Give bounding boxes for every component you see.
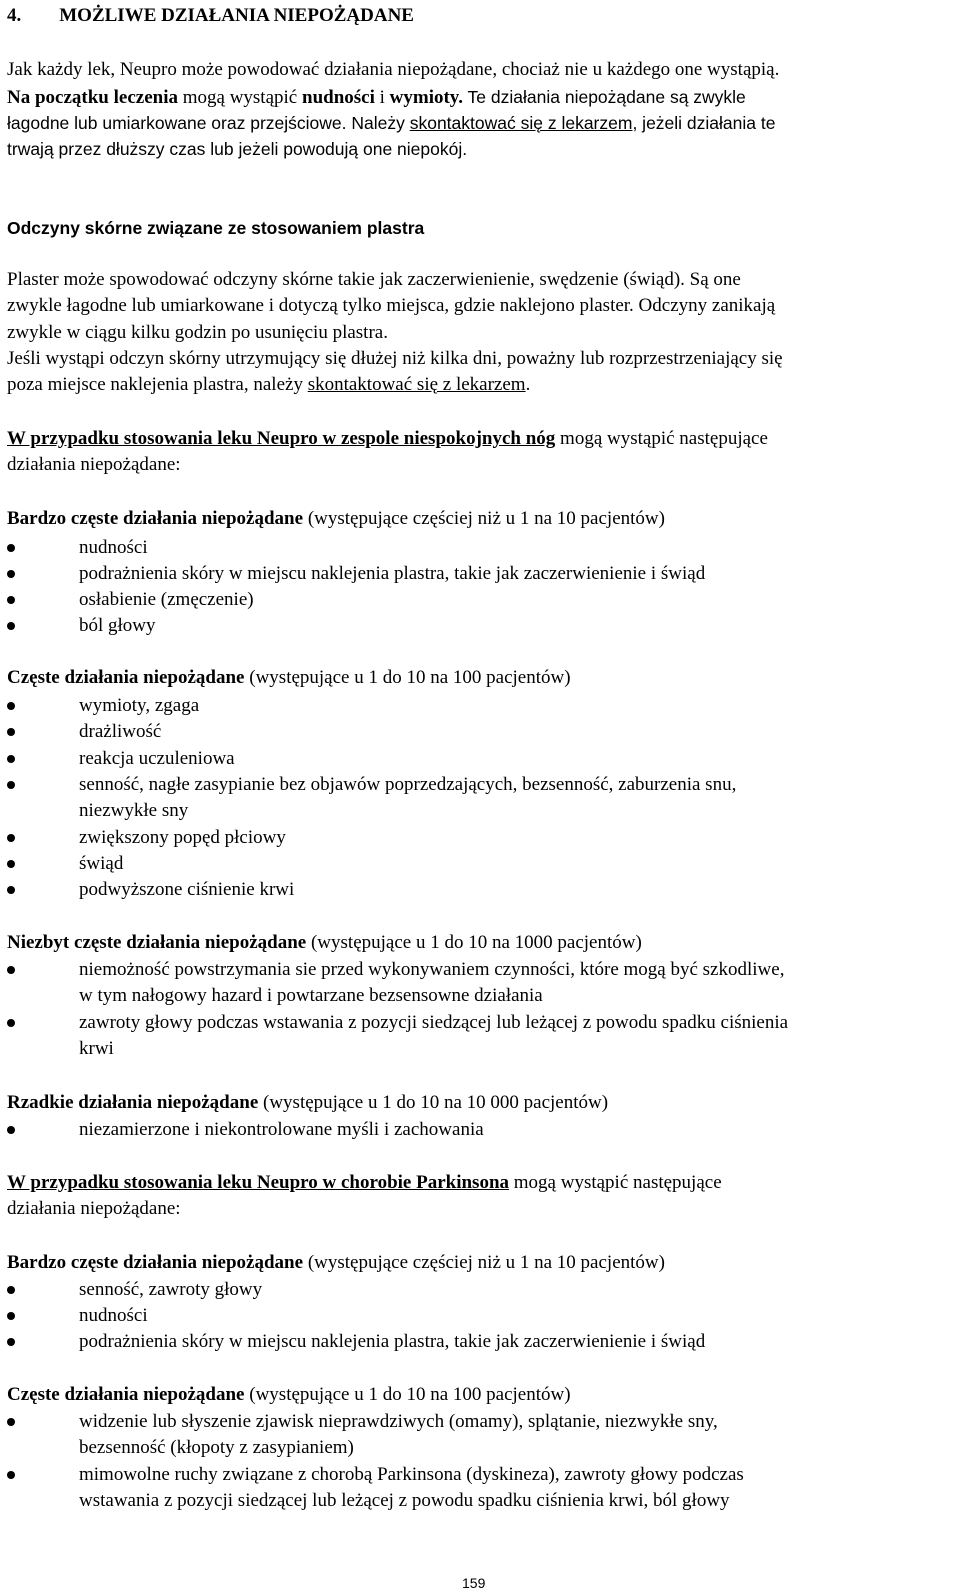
section-title: MOŻLIWE DZIAŁANIA NIEPOŻĄDANE: [59, 5, 414, 26]
bullet-icon: [7, 1418, 15, 1426]
skin-line-2: zwykle łagodne lub umiarkowane i dotyczą tylko miejsca, gdzie naklejono plaster. Odczyny zanikają: [7, 295, 776, 316]
bullet-icon: [7, 1019, 15, 1027]
bullet-icon: [7, 1338, 15, 1346]
list-item: senność, zawroty głowy: [79, 1279, 263, 1300]
list-item: reakcja uczuleniowa: [79, 748, 235, 769]
bullet-icon: [7, 834, 15, 842]
start-line-1: Na początku leczenia mogą wystąpić nudności i wymioty. Te działania niepożądane są zwykle: [7, 87, 746, 108]
list-item: niemożność powstrzymania sie przed wykonywaniem czynności, które mogą być szkodliwe,: [79, 959, 785, 980]
pd-heading-line-2: działania niepożądane:: [7, 1198, 181, 1219]
skin-line-4: Jeśli wystąpi odczyn skórny utrzymujący się dłużej niż kilka dni, poważny lub rozprzestrzeniający się: [7, 348, 783, 369]
list-item: podrażnienia skóry w miejscu naklejenia plastra, takie jak zaczerwienienie i świąd: [79, 1331, 706, 1352]
bullet-icon: [7, 1286, 15, 1294]
skin-line-1: Plaster może spowodować odczyny skórne takie jak zaczerwienienie, swędzenie (świąd). Są one: [7, 269, 741, 290]
bullet-icon: [7, 702, 15, 710]
bullet-icon: [7, 728, 15, 736]
bullet-icon: [7, 1126, 15, 1134]
contact-doctor-link: skontaktować się z lekarzem: [409, 113, 633, 133]
intro-text: Jak każdy lek, Neupro może powodować działania niepożądane, chociaż nie u każdego one wystąpią.: [7, 59, 780, 80]
list-item: widzenie lub słyszenie zjawisk nieprawdziwych (omamy), splątanie, niezwykłe sny,: [79, 1411, 718, 1432]
bullet-icon: [7, 1312, 15, 1320]
section-heading: [7, 4, 414, 28]
rls-uncommon-heading: Niezbyt częste działania niepożądane (występujące u 1 do 10 na 1000 pacjentów): [7, 932, 642, 953]
bullet-icon: [7, 1471, 15, 1479]
skin-contact-doctor-link: skontaktować się z lekarzem: [307, 374, 526, 395]
list-item: podrażnienia skóry w miejscu naklejenia plastra, takie jak zaczerwienienie i świąd: [79, 563, 706, 584]
list-item: nudności: [79, 537, 148, 558]
bullet-icon: [7, 781, 15, 789]
pd-heading: W przypadku stosowania leku Neupro w chorobie Parkinsona mogą wystąpić następujące: [7, 1172, 722, 1193]
bullet-icon: [7, 860, 15, 868]
list-item: świąd: [79, 853, 124, 874]
list-item-continuation: wstawania z pozycji siedzącej lub leżącej z powodu spadku ciśnienia krwi, ból głowy: [79, 1490, 730, 1511]
start-line-2: łagodne lub umiarkowane oraz przejściowe. Należy skontaktować się z lekarzem, jeżeli działania te: [7, 113, 776, 133]
pd-very-common-heading: Bardzo częste działania niepożądane (występujące częściej niż u 1 na 10 pacjentów): [7, 1252, 665, 1273]
list-item: niezamierzone i niekontrolowane myśli i zachowania: [79, 1119, 484, 1140]
skin-heading: Odczyny skórne związane ze stosowaniem plastra: [7, 218, 425, 238]
rls-heading: W przypadku stosowania leku Neupro w zespole niespokojnych nóg mogą wystąpić następujące: [7, 428, 768, 449]
bullet-icon: [7, 570, 15, 578]
list-item: nudności: [79, 1305, 148, 1326]
bullet-icon: [7, 596, 15, 604]
list-item: senność, nagłe zasypianie bez objawów poprzedzających, bezsenność, zaburzenia snu,: [79, 774, 737, 795]
pd-common-heading: Częste działania niepożądane (występujące u 1 do 10 na 100 pacjentów): [7, 1384, 571, 1405]
bullet-icon: [7, 755, 15, 763]
list-item: zawroty głowy podczas wstawania z pozycji siedzącej lub leżącej z powodu spadku ciśnienia: [79, 1012, 789, 1033]
list-item: drażliwość: [79, 721, 162, 742]
rls-rare-heading: Rzadkie działania niepożądane (występujące u 1 do 10 na 10 000 pacjentów): [7, 1092, 609, 1113]
bullet-icon: [7, 966, 15, 974]
list-item: wymioty, zgaga: [79, 695, 200, 716]
list-item: mimowolne ruchy związane z chorobą Parkinsona (dyskineza), zawroty głowy podczas: [79, 1464, 744, 1485]
start-line-3: trwają przez dłuższy czas lub jeżeli powodują one niepokój.: [7, 139, 468, 159]
list-item: podwyższone ciśnienie krwi: [79, 879, 295, 900]
list-item-continuation: w tym nałogowy hazard i powtarzane bezsensowne działania: [79, 985, 543, 1006]
rls-very-common-heading: Bardzo częste działania niepożądane (występujące częściej niż u 1 na 10 pacjentów): [7, 508, 665, 529]
list-item: zwiększony popęd płciowy: [79, 827, 286, 848]
bullet-icon: [7, 622, 15, 630]
list-item-continuation: krwi: [79, 1038, 114, 1059]
section-number: 4.: [7, 5, 22, 26]
bullet-icon: [7, 886, 15, 894]
skin-line-3: zwykle w ciągu kilku godzin po usunięciu plastra.: [7, 322, 388, 343]
skin-line-5: poza miejsce naklejenia plastra, należy skontaktować się z lekarzem.: [7, 374, 531, 395]
list-item-continuation: niezwykłe sny: [79, 800, 189, 821]
page-number: 159: [462, 1575, 486, 1591]
rls-common-heading: Częste działania niepożądane (występujące u 1 do 10 na 100 pacjentów): [7, 667, 571, 688]
list-item: ból głowy: [79, 615, 156, 636]
rls-heading-line-2: działania niepożądane:: [7, 454, 181, 475]
list-item: osłabienie (zmęczenie): [79, 589, 254, 610]
bullet-icon: [7, 544, 15, 552]
list-item-continuation: bezsenność (kłopoty z zasypianiem): [79, 1437, 354, 1458]
